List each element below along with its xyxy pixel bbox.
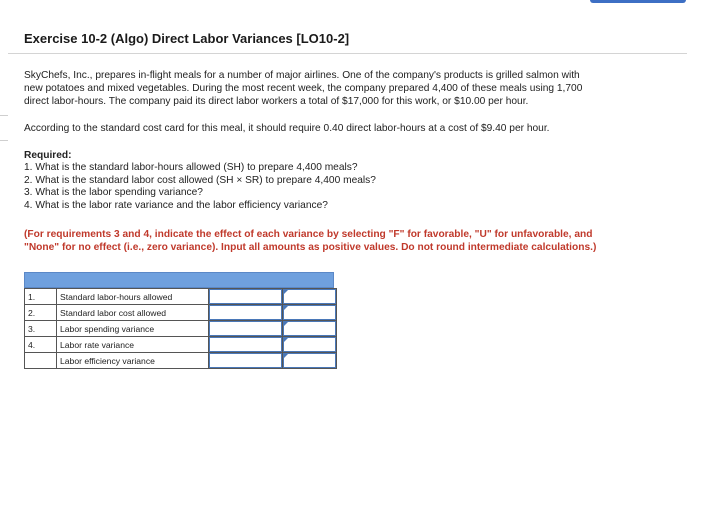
dropdown-marker-icon xyxy=(284,322,288,326)
required-heading: Required: xyxy=(24,150,72,161)
instructions-line: "None" for no effect (i.e., zero variance). Input all amounts as positive values. Do not round intermediate calculations.) xyxy=(24,242,597,253)
dropdown-marker-icon xyxy=(284,338,288,342)
field-marker-icon xyxy=(284,306,288,310)
amount-input[interactable] xyxy=(209,321,282,336)
instructions-note xyxy=(24,228,684,254)
row-label: Labor efficiency variance xyxy=(57,353,209,369)
required-item-1: 1. What is the standard labor-hours allowed (SH) to prepare 4,400 meals? xyxy=(24,162,358,173)
intro-paragraph xyxy=(24,69,684,108)
row-label: Standard labor-hours allowed xyxy=(57,289,209,305)
instructions-line: (For requirements 3 and 4, indicate the effect of each variance by selecting "F" for favorable, "U" for unfavorable, and xyxy=(24,229,593,240)
required-section xyxy=(24,149,684,212)
effect-select[interactable] xyxy=(283,321,336,336)
row-number: 4. xyxy=(25,337,57,353)
row-label: Standard labor cost allowed xyxy=(57,305,209,321)
title-divider xyxy=(8,53,687,54)
section-marker xyxy=(0,140,8,141)
required-item-4: 4. What is the labor rate variance and the labor efficiency variance? xyxy=(24,199,328,211)
standard-cost-paragraph: According to the standard cost card for this meal, it should require 0.40 direct labor-hours at a cost of $9.40 per hour. xyxy=(24,123,550,134)
effect-select[interactable] xyxy=(283,353,336,368)
exercise-title: Exercise 10-2 (Algo) Direct Labor Variances [LO10-2] xyxy=(24,31,350,46)
table-row xyxy=(25,289,337,305)
intro-line: SkyChefs, Inc., prepares in-flight meals for a number of major airlines. One of the company's products is grilled salmon with xyxy=(24,70,580,81)
amount-input[interactable] xyxy=(209,337,282,352)
answer-table xyxy=(24,288,337,369)
intro-line: new potatoes and mixed vegetables. During the most recent week, the company prepared 4,400 of these meals using 1,700 xyxy=(24,83,583,94)
row-number xyxy=(25,353,57,369)
table-row xyxy=(25,353,337,369)
dropdown-marker-icon xyxy=(284,354,288,358)
row-number: 3. xyxy=(25,321,57,337)
row-number: 2. xyxy=(25,305,57,321)
section-marker xyxy=(0,115,8,116)
field-marker-icon xyxy=(284,290,288,294)
row-label: Labor rate variance xyxy=(57,337,209,353)
required-item-2: 2. What is the standard labor cost allowed (SH × SR) to prepare 4,400 meals? xyxy=(24,174,376,186)
effect-select[interactable] xyxy=(283,337,336,352)
amount-input[interactable] xyxy=(209,353,282,368)
top-action-button[interactable] xyxy=(590,0,686,3)
answer-input[interactable] xyxy=(283,305,336,320)
table-row xyxy=(25,321,337,337)
table-row xyxy=(25,337,337,353)
intro-line: direct labor-hours. The company paid its direct labor workers a total of $17,000 for this work, or $10.00 per hour. xyxy=(24,96,529,107)
row-label: Labor spending variance xyxy=(57,321,209,337)
table-row xyxy=(25,305,337,321)
answer-table-header xyxy=(24,272,334,288)
row-number: 1. xyxy=(25,289,57,305)
required-item-3: 3. What is the labor spending variance? xyxy=(24,187,203,198)
amount-input[interactable] xyxy=(209,289,282,304)
answer-input[interactable] xyxy=(283,289,336,304)
amount-input[interactable] xyxy=(209,305,282,320)
